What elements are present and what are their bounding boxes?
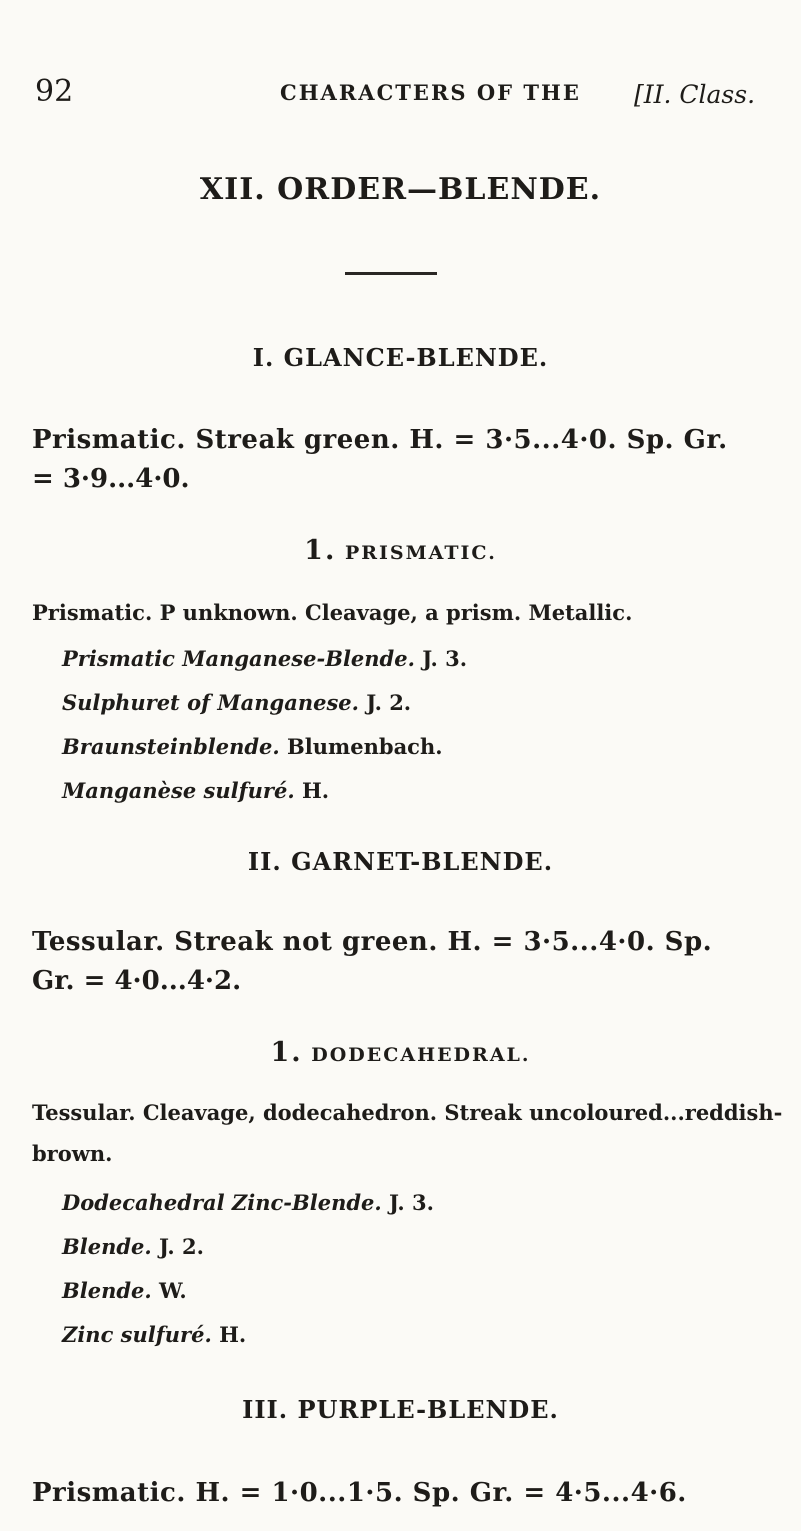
synonym-ref: H.	[301, 778, 330, 803]
genus-characters-line: Gr. = 4·0...4·2.	[32, 966, 242, 996]
genus-characters-line: Prismatic. H. = 1·0...1·5. Sp. Gr. = 4·5...4·6.	[32, 1478, 687, 1508]
synonym-line	[62, 690, 411, 715]
page-number: 92	[35, 74, 74, 109]
running-title: CHARACTERS OF THE	[280, 80, 581, 105]
divider-rule	[345, 272, 437, 275]
synonym-ref: J. 3.	[422, 646, 468, 671]
synonym-name: Blende.	[62, 1234, 152, 1259]
genus-title-garnet-blende: II. GARNET-BLENDE.	[247, 847, 554, 876]
synonym-line	[62, 734, 443, 759]
synonym-line	[62, 1234, 204, 1259]
synonym-name: Blende.	[62, 1278, 152, 1303]
synonym-line	[62, 1278, 187, 1303]
genus-title-glance-blende: I. GLANCE-BLENDE.	[252, 343, 549, 372]
synonym-name: Braunsteinblende.	[62, 734, 280, 759]
synonym-line	[62, 1322, 246, 1347]
species-name: DODECAHEDRAL.	[311, 1044, 531, 1066]
synonym-name: Sulphuret of Manganese.	[62, 690, 359, 715]
genus-title-purple-blende: III. PURPLE-BLENDE.	[242, 1395, 559, 1424]
synonym-line	[62, 646, 467, 671]
synonym-name: Manganèse sulfuré.	[62, 778, 295, 803]
synonym-line	[62, 778, 329, 803]
species-title	[0, 535, 801, 566]
genus-characters-line: Tessular. Streak not green. H. = 3·5...4·0. Sp.	[32, 927, 713, 957]
genus-characters-line: = 3·9...4·0.	[32, 464, 190, 494]
synonym-name: Zinc sulfuré.	[62, 1322, 212, 1347]
synonym-ref: J. 2.	[159, 1234, 204, 1259]
synonym-name: Prismatic Manganese-Blende.	[62, 646, 415, 671]
class-label: [II. Class.	[634, 80, 756, 109]
species-description: Prismatic. P unknown. Cleavage, a prism. Metallic.	[32, 600, 633, 625]
synonym-ref: J. 2.	[366, 690, 412, 715]
species-description: Tessular. Cleavage, dodecahedron. Streak uncoloured...reddish-	[32, 1100, 783, 1125]
genus-characters-line: Prismatic. Streak green. H. = 3·5...4·0. Sp. Gr.	[32, 425, 728, 455]
running-head	[0, 72, 801, 112]
species-title	[0, 1037, 801, 1068]
synonym-ref: J. 3.	[389, 1190, 434, 1215]
species-number: 1.	[270, 1037, 303, 1068]
synonym-ref: Blumenbach.	[287, 734, 443, 759]
synonym-ref: W.	[159, 1278, 187, 1303]
species-number: 1.	[304, 535, 337, 566]
species-name: PRISMATIC.	[344, 542, 497, 564]
synonym-ref: H.	[219, 1322, 247, 1347]
synonym-line	[62, 1190, 434, 1215]
species-description: brown.	[32, 1141, 113, 1166]
synonym-name: Dodecahedral Zinc-Blende.	[62, 1190, 382, 1215]
order-title: XII. ORDER—BLENDE.	[199, 172, 602, 207]
